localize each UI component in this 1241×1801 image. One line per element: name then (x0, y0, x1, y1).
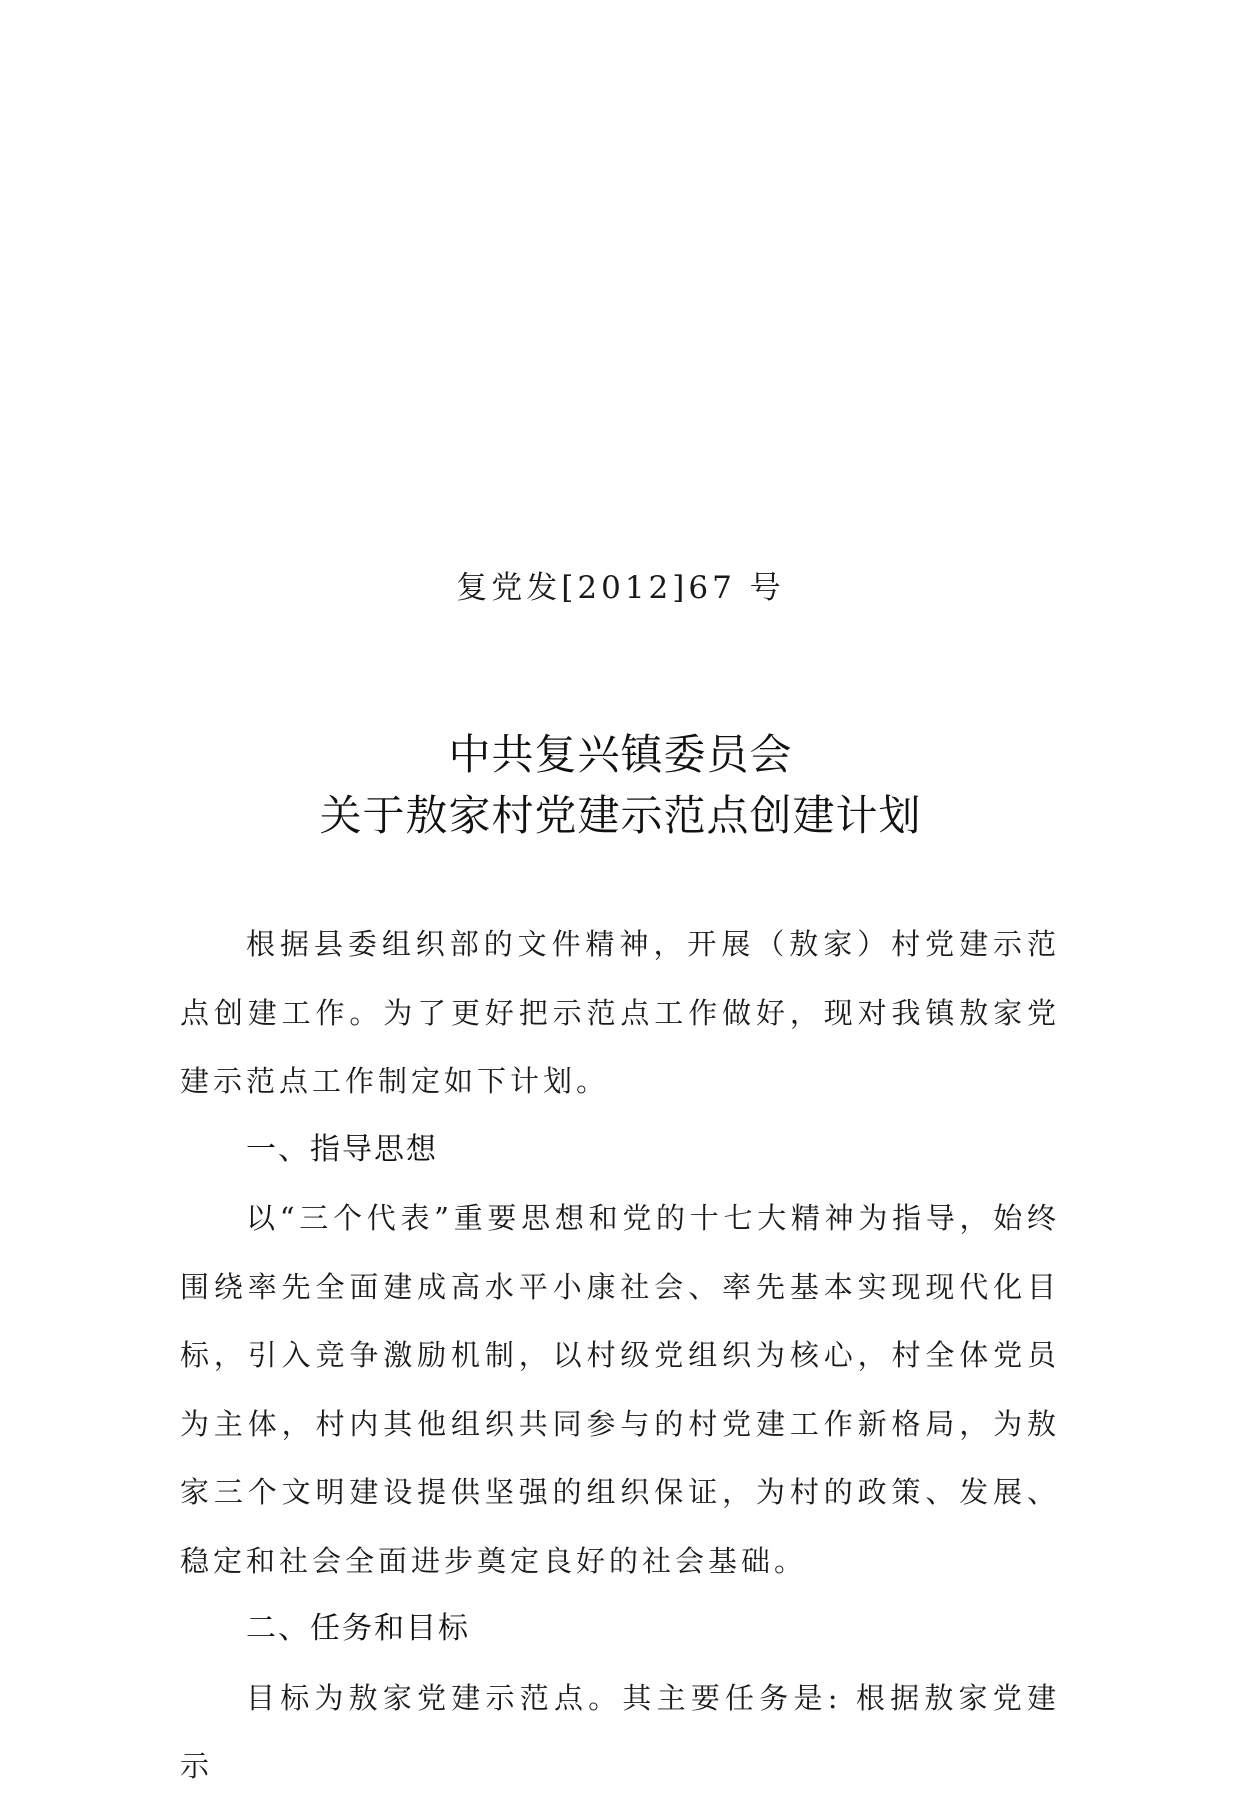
document-title-line-1: 中共复兴镇委员会 (448, 730, 793, 779)
document-body (180, 910, 1060, 1801)
section-heading-tasks-and-goals: 二、任务和目标 (246, 1611, 470, 1646)
guiding-ideology-paragraph: 以“三个代表”重要思想和党的十七大精神为指导，始终围绕率先全面建成高水平小康社会、率先基本实现现代化目标，引入竞争激励机制，以村级党组织为核心，村全体党员为主体，村内其他组织共同参与的村党建工作新格局，为敖家三个文明建设提供坚强的组织保证，为村的政策、发展、稳定和社会全面进步奠定良好的社会基础。 (180, 1201, 1060, 1578)
section-heading-guiding-ideology: 一、指导思想 (246, 1131, 438, 1167)
document-title-line-2: 关于敖家村党建示范点创建计划 (319, 791, 922, 840)
document-number: 复党发[2012]67 号 (456, 570, 785, 606)
intro-paragraph: 根据县委组织部的文件精神，开展（敖家）村党建示范点创建工作。为了更好把示范点工作做好，现对我镇敖家党建示范点工作制定如下计划。 (180, 927, 1060, 1098)
tasks-and-goals-paragraph: 目标为敖家党建示范点。其主要任务是: 根据敖家党建示 (180, 1680, 1060, 1783)
